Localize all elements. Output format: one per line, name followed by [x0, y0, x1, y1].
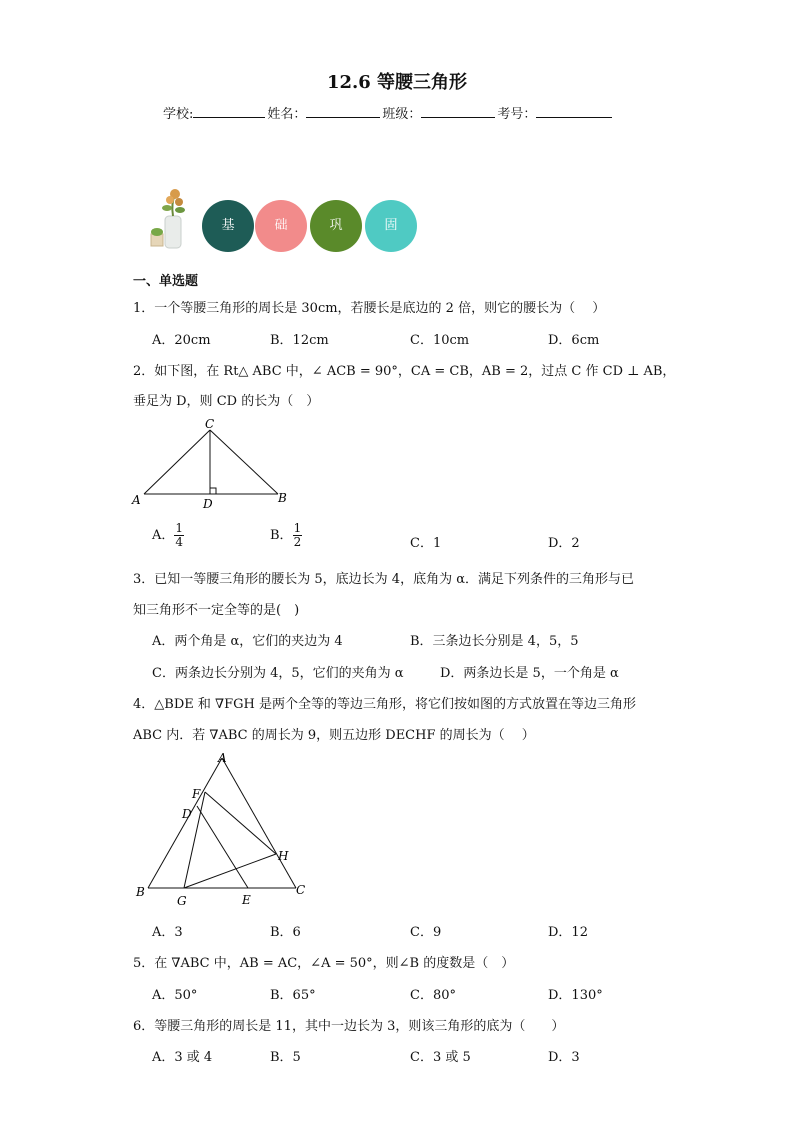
q6-option-c[interactable]: C．3 或 5 — [410, 1050, 471, 1065]
q1-option-b[interactable]: B．12cm — [270, 333, 329, 348]
q1-option-d[interactable]: D．6cm — [548, 333, 600, 348]
q4-option-d[interactable]: D．12 — [548, 925, 588, 940]
q2-b-denominator: 2 — [293, 535, 302, 549]
q6-option-a[interactable]: A．3 或 4 — [152, 1050, 213, 1065]
q6-option-b[interactable]: B．5 — [270, 1050, 301, 1065]
student-info-line — [163, 103, 614, 122]
q2-triangle-figure — [128, 414, 298, 514]
q2-option-b[interactable] — [270, 522, 302, 549]
question-3-line1: 3．已知一等腰三角形的腰长为 5，底边长为 4，底角为 α．满足下列条件的三角形与已 — [133, 572, 634, 587]
q2-label-a: A — [132, 493, 141, 507]
name-label: 姓名： — [267, 107, 307, 122]
class-blank[interactable] — [421, 105, 495, 118]
class-label: 班级： — [382, 107, 422, 122]
section-heading: 一、单选题 — [133, 274, 199, 289]
q2-b-numerator: 1 — [293, 521, 302, 535]
q4-label-c: C — [296, 883, 306, 897]
q4-label-h: H — [278, 849, 289, 863]
question-2-line2: 垂足为 D，则 CD 的长为（ ） — [133, 394, 320, 409]
q2-a-numerator: 1 — [175, 521, 184, 535]
q2-label-b: B — [278, 491, 287, 505]
q4-label-e: E — [242, 893, 251, 907]
exam-no-label: 考号： — [497, 107, 537, 122]
q4-option-b[interactable]: B．6 — [270, 925, 301, 940]
question-4-line1: 4．△BDE 和 ∇FGH 是两个全等的等边三角形，将它们按如图的方式放置在等边三角形 — [133, 697, 636, 712]
q5-option-c[interactable]: C．80° — [410, 988, 456, 1003]
q2-label-d: D — [203, 497, 213, 511]
badge-gong: 巩 — [310, 200, 362, 252]
question-6: 6．等腰三角形的周长是 11，其中一边长为 3，则该三角形的底为（ ） — [133, 1019, 565, 1034]
q2-option-a-prefix: A． — [152, 528, 175, 543]
q1-option-a[interactable]: A．20cm — [152, 333, 211, 348]
question-2-line1: 2．如下图，在 Rt△ ABC 中，∠ ACB = 90°，CA = CB，AB = 2，过点 C 作 CD ⊥ AB， — [133, 364, 676, 379]
page-title: 12.6 等腰三角形 — [326, 72, 468, 93]
q2-option-b-fraction — [293, 522, 303, 549]
q2-a-denominator: 4 — [175, 535, 184, 549]
q4-label-d: D — [182, 807, 192, 821]
q2-option-a[interactable] — [152, 522, 184, 549]
q2-option-b-prefix: B． — [270, 528, 293, 543]
q4-label-b: B — [136, 885, 145, 899]
q2-option-d[interactable]: D．2 — [548, 536, 580, 551]
school-label: 学校: — [163, 107, 194, 122]
q2-label-c: C — [205, 417, 215, 431]
q5-option-d[interactable]: D．130° — [548, 988, 603, 1003]
badge-chu: 础 — [255, 200, 307, 252]
q4-option-a[interactable]: A．3 — [152, 925, 183, 940]
q3-option-a[interactable]: A．两个角是 α，它们的夹边为 4 — [152, 634, 343, 649]
q2-option-c[interactable]: C．1 — [410, 536, 442, 551]
q6-option-d[interactable]: D．3 — [548, 1050, 580, 1065]
q3-option-b[interactable]: B．三条边长分别是 4，5，5 — [410, 634, 579, 649]
q1-option-c[interactable]: C．10cm — [410, 333, 470, 348]
school-blank[interactable] — [193, 105, 265, 118]
plant-vase-icon — [145, 186, 195, 252]
question-1: 1．一个等腰三角形的周长是 30cm，若腰长是底边的 2 倍，则它的腰长为（ ） — [133, 301, 606, 316]
question-3-line2: 知三角形不一定全等的是( ) — [133, 603, 300, 618]
q5-option-a[interactable]: A．50° — [152, 988, 198, 1003]
badge-ji: 基 — [202, 200, 254, 252]
q3-option-d[interactable]: D．两条边长是 5，一个角是 α — [440, 666, 619, 681]
q5-option-b[interactable]: B．65° — [270, 988, 316, 1003]
exam-no-blank[interactable] — [536, 105, 612, 118]
q3-option-c[interactable]: C．两条边长分别为 4，5，它们的夹角为 α — [152, 666, 404, 681]
q4-label-f: F — [192, 787, 201, 801]
q4-option-c[interactable]: C．9 — [410, 925, 442, 940]
q4-label-g: G — [177, 894, 187, 908]
q2-option-a-fraction — [174, 522, 184, 549]
badge-gu: 固 — [365, 200, 417, 252]
question-4-line2: ABC 内．若 ∇ABC 的周长为 9，则五边形 DECHF 的周长为（ ） — [133, 728, 535, 743]
q4-triangle-figure — [128, 748, 318, 910]
question-5: 5．在 ∇ABC 中，AB = AC，∠A = 50°，则∠B 的度数是（ ） — [133, 956, 515, 971]
name-blank[interactable] — [306, 105, 380, 118]
q4-label-a: A — [218, 751, 227, 765]
